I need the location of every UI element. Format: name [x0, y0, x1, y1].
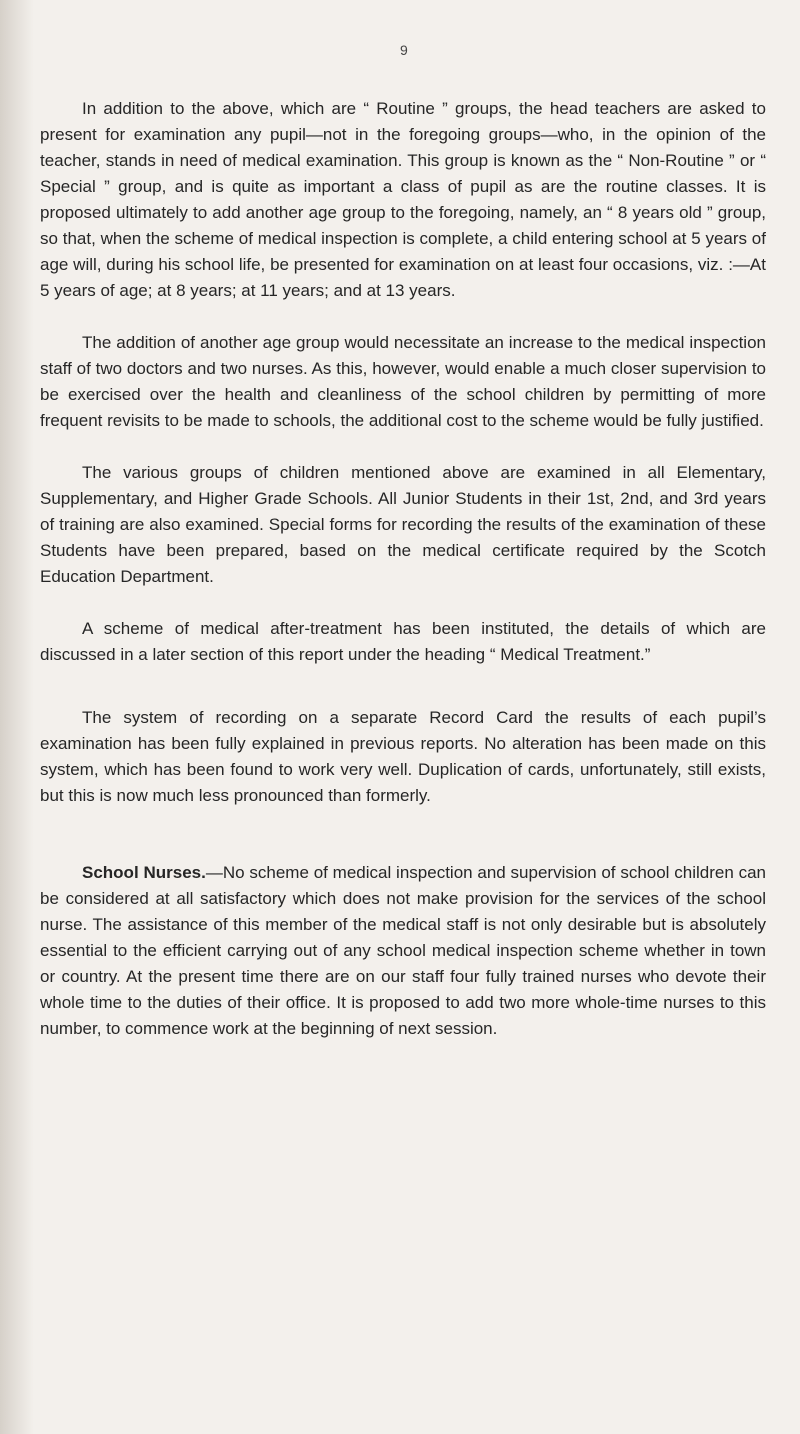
paragraph-after-treatment: A scheme of medical after-treatment has been instituted, the details of which are discussed in a later section of this report under the heading “ Medical Treatment.”: [40, 619, 766, 664]
paragraph-school-nurses: [40, 860, 766, 1042]
paragraph-schools-examined: The various groups of children mentioned above are examined in all Elementary, Supplementary, and Higher Grade Schools. All Junior Students in their 1st, 2nd, and 3rd years of training are also examined. Special forms for recording the results of the examination of these Students have been prepared, based on the medical certificate required by the Scotch Education Department.: [40, 463, 766, 586]
school-nurses-text: —No scheme of medical inspection and supervision of school children can be considered at all satisfactory which does not make provision for the services of the school nurse. The assistance of this member of the medical staff is not only desirable but is absolutely essential to the efficient carrying out of any school medical inspection scheme whether in town or country. At the present time there are on our staff four fully trained nurses who devote their whole time to the duties of their office. It is proposed to add two more whole-time nurses to this number, to commence work at the beginning of next session.: [40, 863, 767, 1038]
paragraph-routine-groups: In addition to the above, which are “ Routine ” groups, the head teachers are asked to present for examination any pupil—not in the foregoing groups—who, in the opinion of the teacher, stands in need of medical examination. This group is known as the “ Non-Routine ” or “ Special ” group, and is quite as important a class of pupil as are the routine classes. It is proposed ultimately to add another age group to the foregoing, namely, an “ 8 years old ” group, so that, when the scheme of medical inspection is complete, a child entering school at 5 years of age will, during his school life, be presented for examination on at least four occasions, viz. :—At 5 years of age; at 8 years; at 11 years; and at 13 years.: [40, 99, 766, 300]
scan-shadow-edge: [0, 0, 34, 1434]
page-number: 9: [400, 42, 408, 58]
document-body: [40, 96, 766, 1042]
paragraph-record-card: The system of recording on a separate Record Card the results of each pupil’s examination has been fully explained in previous reports. No alteration has been made on this system, which has been found to work very well. Duplication of cards, unfortunately, still exists, but this is now much less pronounced than formerly.: [40, 708, 766, 805]
paragraph-additional-staff: The addition of another age group would necessitate an increase to the medical inspection staff of two doctors and two nurses. As this, however, would enable a much closer supervision to be exercised over the health and cleanliness of the school children by permitting of more frequent revisits to be made to schools, the additional cost to the scheme would be fully justified.: [40, 333, 766, 430]
school-nurses-heading: School Nurses.: [82, 863, 206, 882]
